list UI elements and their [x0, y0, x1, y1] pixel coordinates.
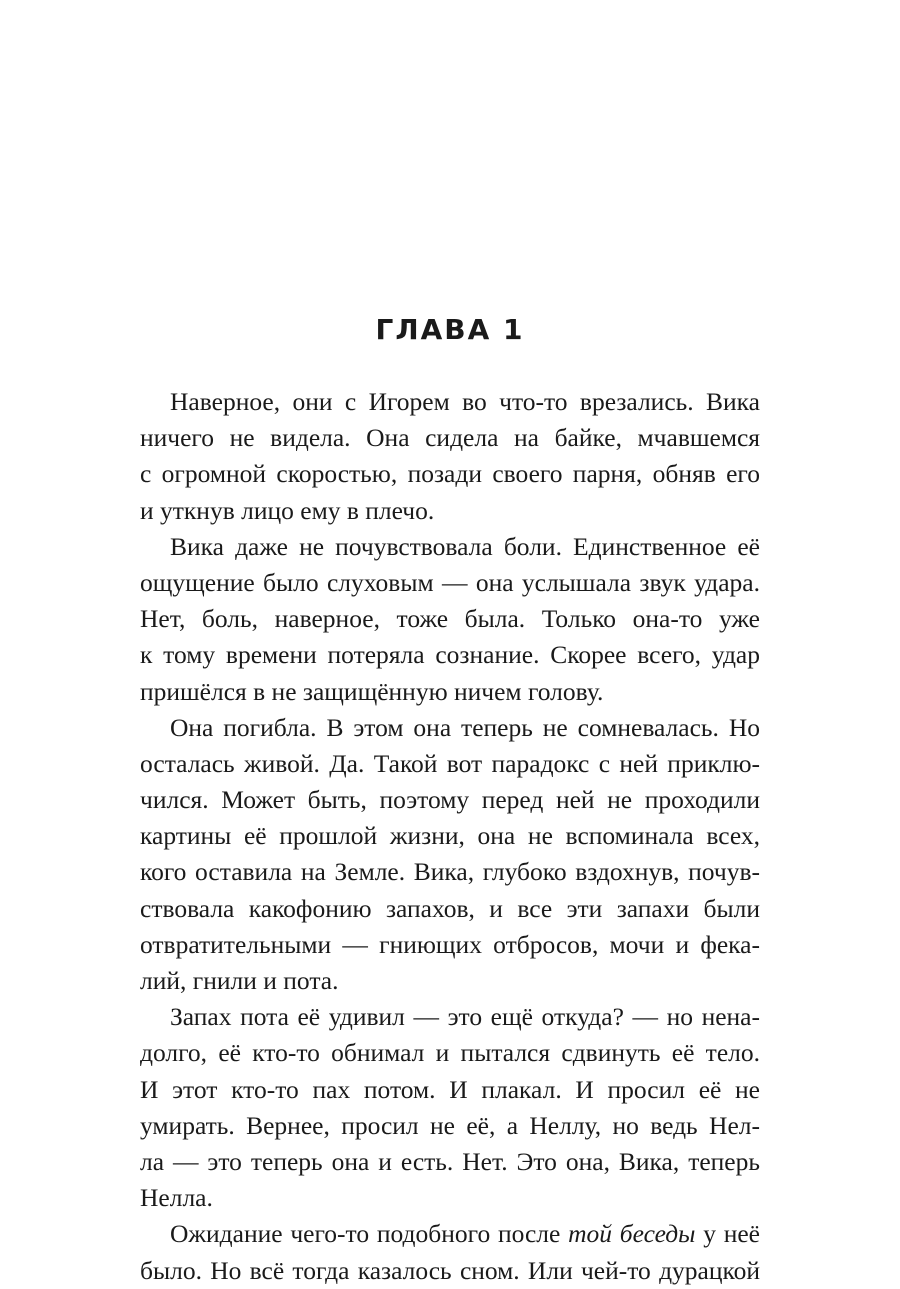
paragraph-3-line-7: отвратительными — гниющих отбросов, мочи и фека- — [140, 929, 760, 959]
paragraph-1-line-2: ничего не видела. Она сидела на байке, мчавшемся — [140, 423, 760, 453]
paragraph-3-line-8: лий, гнили и пота. — [140, 966, 339, 995]
paragraph-3-line-5: кого оставила на Земле. Вика, глубоко вздохнув, почув- — [140, 857, 760, 887]
paragraph-4-line-1: Запах пота её удивил — это ещё откуда? — но нена- — [170, 1002, 760, 1032]
paragraph-3-line-6: ствовала какофонию запахов, и все эти запахи были — [140, 893, 760, 923]
paragraph-5-line-1 — [140, 1216, 760, 1252]
paragraph-3-line-3: чился. Может быть, поэтому перед ней не проходили — [140, 785, 760, 815]
chapter-title: ГЛАВА 1 — [375, 313, 525, 346]
paragraph-1-line-1: Наверное, они с Игорем во что-то врезались. Вика — [170, 387, 760, 416]
paragraph-5-text-before-italic: Ожидание чего-то подобного после — [170, 1219, 569, 1249]
paragraph-3-line-1: Она погибла. В этом она теперь не сомневалась. Но — [170, 712, 760, 742]
paragraph-2-line-4: к тому времени потеряла сознание. Скорее всего, удар — [140, 640, 760, 670]
paragraph-5-text-after-italic: у неё — [695, 1219, 760, 1249]
paragraph-1-line-3: с огромной скоростью, позади своего парня, обняв его — [140, 459, 760, 489]
paragraph-3-line-4: картины её прошлой жизни, она не вспоминала всех, — [140, 821, 760, 851]
paragraph-2-line-5: пришёлся в не защищённую ничем голову. — [140, 676, 604, 706]
paragraph-2-line-3: Нет, боль, наверное, тоже была. Только она-то уже — [140, 604, 760, 634]
paragraph-1-line-4: и уткнув лицо ему в плечо. — [140, 495, 435, 525]
paragraph-3-line-2: осталась живой. Да. Такой вот парадокс с ней приклю- — [140, 748, 760, 778]
paragraph-4-line-5: ла — это теперь она и есть. Нет. Это она, Вика, теперь — [140, 1146, 760, 1176]
paragraph-5-italic-phrase: той беседы — [568, 1219, 696, 1249]
paragraph-4-line-2: долго, её кто-то обнимал и пытался сдвинуть её тело. — [140, 1038, 760, 1068]
chapter-text — [140, 384, 760, 1289]
paragraph-2-line-2: ощущение было слуховым — она услышала звук удара. — [140, 567, 760, 597]
paragraph-2-line-1: Вика даже не почувствовала боли. Единственное её — [170, 531, 760, 561]
paragraph-4-line-3: И этот кто-то пах потом. И плакал. И просил её не — [140, 1074, 760, 1104]
paragraph-5-line-2: было. Но всё тогда казалось сном. Или чей-то дурацкой — [140, 1255, 760, 1285]
paragraph-4-line-6: Нелла. — [140, 1183, 213, 1213]
paragraph-4-line-4: умирать. Вернее, просил не её, а Неллу, но ведь Нел- — [140, 1110, 760, 1140]
